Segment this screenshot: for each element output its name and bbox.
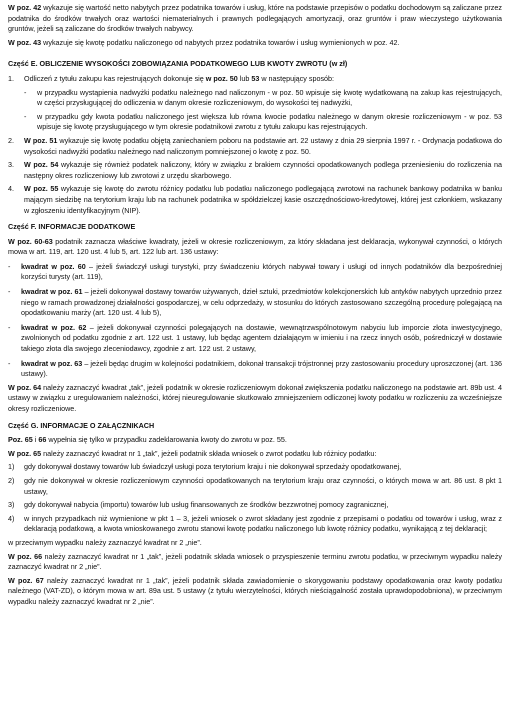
item-number: 2)	[8, 475, 15, 485]
paragraph-text: wypełnia się tylko w przypadku zadeklarowania kwoty do zwrotu w poz. 55.	[46, 435, 287, 445]
sub-item-text: w przypadku wystąpienia nadwyżki podatku należnego nad naliczonym - w poz. 50 wpisuje się kwotę wydatkowaną na zakup kas rejestrujących, w części przysługującej do odliczenia w danym okresie rozliczeniowym, do wysokości tej nadwyżki,	[37, 87, 502, 108]
paragraph-poz-65	[8, 449, 502, 460]
bullet-item	[8, 323, 502, 355]
bold-ref: W poz. 67	[8, 575, 44, 585]
paragraph-otherwise: w przeciwnym wypadku należy zaznaczyć kwadrat nr 2 „nie”.	[8, 537, 202, 547]
paragraph-text: należy zaznaczyć kwadrat „tak”, jeżeli podatnik w okresie rozliczeniowym dokonał zwiększenia podatku naliczonego na podstawie art. 89b ust. 4 ustawy w związku z uregulowaniem należności, której nieuregulowanie skutkowało zmniejszeniem odliczonej kwoty podatku w rozliczeniu za wcześniejsze okresy rozliczeniowe.	[8, 382, 502, 413]
paragraph-text: wykazuje się również podatek naliczony, który w związku z brakiem czynności opodatkowanych podlega przeniesieniu do rozliczenia na następny okres rozliczeniowy lub zwrotowi z urzędu skarbowego.	[24, 160, 502, 180]
list-item	[8, 184, 502, 216]
bold-ref: kwadrat w poz. 60	[21, 261, 86, 271]
bold-ref: 66	[38, 435, 47, 445]
bold-ref: kwadrat w poz. 61	[21, 287, 83, 297]
list-item	[8, 74, 502, 133]
item-body	[24, 184, 502, 216]
list-item	[8, 462, 502, 473]
item-number: 1)	[8, 462, 15, 472]
item-text: gdy nie dokonywał w okresie rozliczeniowym czynności opodatkowanych na terytorium kraju oraz czynności, o których mowa w art. 86 ust. 8 pkt 1 ustawy,	[24, 475, 502, 496]
paragraph-text: wykazuje się wartość netto nabytych przez podatnika towarów i usług, które na podstawie przepisów o podatku dochodowym są zaliczane przez podatnika do środków trwałych oraz wartości niematerialnych i prawnych podlegających amortyzacji, oraz gruntów i praw wieczystego użytkowania gruntów, jeżeli są zaliczane do środków trwałych nabywcy.	[8, 3, 502, 34]
item-number: 4.	[8, 184, 14, 194]
bold-ref: W poz. 66	[8, 551, 43, 561]
item-body	[24, 160, 502, 181]
bold-ref: W poz. 43	[8, 37, 42, 47]
bullet-item	[8, 287, 502, 319]
bold-ref: Poz. 65	[8, 435, 33, 445]
item-body	[24, 74, 502, 133]
item-text	[24, 184, 502, 216]
paragraph-text: – jeżeli świadczył usługi turystyki, przy świadczeniu których nabywał towary i usługi od innych podatników dla bezpośredniej korzyści turysty (art. 119),	[21, 261, 502, 282]
paragraph-poz-67	[8, 576, 502, 608]
dash-marker: -	[24, 87, 27, 97]
bullet-item	[8, 359, 502, 380]
dash-marker: -	[8, 358, 11, 368]
bullet-text	[21, 359, 502, 380]
dash-marker: -	[8, 287, 11, 297]
bold-ref: W poz. 51	[24, 135, 58, 145]
item-text	[24, 136, 502, 157]
paragraph-text: należy zaznaczyć kwadrat nr 1 „tak”, jeżeli podatnik składa wniosek o zwrot podatku lub różnicy podatku:	[41, 448, 377, 458]
bold-ref: W poz. 54	[24, 160, 59, 170]
bold-ref: W poz. 65	[8, 448, 42, 458]
section-f-intro	[8, 237, 502, 258]
section-g-list	[8, 462, 502, 535]
item-body	[24, 136, 502, 157]
section-f-heading: Część F. INFORMACJE DODATKOWE	[8, 222, 136, 232]
bullet-text	[21, 287, 502, 319]
paragraph-text: – jeżeli dokonywał czynności polegających na dostawie, wewnątrzwspólnotowym nabyciu lub imporcie złota inwestycyjnego, zwolnionych od podatku zgodnie z art. 122 ust. 1 ustawy, lub będąc agentem działającym w imieniu i na rzecz innych osób, pośredniczył w dostawie takiego złota dla swojego zleceniodawcy, zgodnie z art. 122 ust. 2 ustawy,	[21, 322, 502, 354]
sub-item	[24, 112, 502, 133]
section-f-bullets	[8, 262, 502, 380]
list-item	[8, 160, 502, 181]
list-item	[8, 500, 502, 511]
item-number: 2.	[8, 135, 14, 145]
paragraph-text: w następujący sposób:	[259, 73, 335, 83]
paragraph-text: wykazuje się kwotę podatku naliczonego od nabytych przez podatnika towarów i usług wymienionych w poz. 42.	[41, 37, 400, 47]
item-number: 3)	[8, 500, 15, 510]
bold-ref: w poz. 50	[205, 73, 238, 83]
bold-ref: W poz. 55	[24, 184, 59, 194]
bold-ref: kwadrat w poz. 62	[21, 322, 87, 332]
paragraph-poz-64	[8, 383, 502, 415]
paragraph-text: wykazuje się kwotę podatku objętą zaniechaniem poboru na podstawie art. 22 ustawy z dnia 29 sierpnia 1997 r. - Ordynacja podatkowa do wysokości nadwyżki podatku należnego nad naliczonym pomniejszonej o kwotę z poz. 50.	[24, 135, 502, 156]
section-e-heading: Część E. OBLICZENIE WYSOKOŚCI ZOBOWIĄZANIA PODATKOWEGO LUB KWOTY ZWROTU (w zł)	[8, 59, 348, 69]
bold-ref: 53	[251, 73, 260, 83]
item-number: 1.	[8, 73, 14, 83]
paragraph-text: – jeżeli dokonywał dostawy towarów używanych, dzieł sztuki, przedmiotów kolekcjonerskich lub antyków nabytych uprzednio przez niego w ramach prowadzonej działalności gospodarczej, w celu odprzedaży, w stosunku do których zastosowano szczególną procedurę polegającą na opodatkowaniu marży (art. 120 ust. 4 lub 5),	[21, 287, 502, 318]
item-number: 4)	[8, 513, 15, 523]
bold-ref: kwadrat w poz. 63	[21, 358, 83, 368]
bullet-text	[21, 262, 502, 283]
paragraph-poz-65-66	[8, 435, 502, 446]
paragraph-text: należy zaznaczyć kwadrat nr 1 „tak”, jeżeli podatnik składa wniosek o przyspieszenie terminu zwrotu podatku, w przeciwnym wypadku należy zaznaczyć kwadrat nr 2 „nie”.	[8, 551, 502, 572]
item-number: 3.	[8, 160, 14, 170]
bullet-item	[8, 262, 502, 283]
section-g-heading: Część G. INFORMACJE O ZAŁĄCZNIKACH	[8, 420, 155, 430]
dash-marker: -	[8, 261, 11, 271]
item-text: gdy dokonywał nabycia (importu) towarów lub usług finansowanych ze środków bezzwrotnej pomocy zagranicznej,	[24, 500, 389, 510]
list-item	[8, 514, 502, 535]
paragraph-text: lub	[237, 73, 252, 83]
paragraph-text: Odliczeń z tytułu zakupu kas rejestrujących dokonuje się	[24, 73, 206, 83]
paragraph-text: należy zaznaczyć kwadrat nr 1 „tak”, jeżeli podatnik składa zawiadomienie o skorygowaniu podstawy opodatkowania oraz kwoty podatku należnego (VAT-ZD), o którym mowa w art. 89a ust. 5 ustawy (z tytułu wierzytelności, których nieściągalność została uprawdopodobniona), w przeciwnym wypadku należy zaznaczyć kwadrat nr 2 „nie”.	[8, 575, 502, 606]
bullet-text	[21, 323, 502, 355]
item-text: w innych przypadkach niż wymienione w pkt 1 – 3, jeżeli wniosek o zwrot składany jest zgodnie z przepisami o podatku od towarów i usług, wraz z deklaracją podatkową, a kwota wnioskowanego zwrotu stanowi kwotę podatku naliczonego lub kwotę różnicy podatku, wynikającą z tej deklaracji;	[24, 513, 502, 534]
paragraph-poz-66	[8, 552, 502, 573]
bold-ref: W poz. 42	[8, 3, 42, 12]
item-text	[24, 74, 502, 85]
paragraph-text: – jeżeli będąc drugim w kolejności podatnikiem, dokonał transakcji trójstronnej przy zastosowaniu procedury uproszczonej (art. 136 ustawy).	[21, 358, 502, 379]
bold-ref: W poz. 60-63	[8, 236, 53, 246]
section-e-list	[8, 74, 502, 216]
paragraph-text: i	[32, 435, 39, 445]
list-item	[8, 476, 502, 497]
item-text: gdy dokonywał dostawy towarów lub świadczył usługi poza terytorium kraju i nie dokonywał sprzedaży opodatkowanej,	[24, 462, 402, 472]
list-item	[8, 136, 502, 157]
paragraph-poz-43	[8, 38, 502, 49]
bold-ref: W poz. 64	[8, 382, 42, 392]
paragraph-poz-42	[8, 3, 502, 35]
item-text	[24, 160, 502, 181]
paragraph-text: podatnik zaznacza właściwe kwadraty, jeżeli w okresie rozliczeniowym, za który składana jest deklaracja, wykonywał czynności, o których mowa w art. 119, art. 120 ust. 4 lub 5, art. 122 lub art. 136 ustawy:	[8, 236, 502, 257]
sub-item	[24, 88, 502, 109]
dash-marker: -	[8, 322, 11, 332]
paragraph-text: wykazuje się kwotę do zwrotu różnicy podatku lub podatku naliczonego podlegającą zwrotowi na rachunek bankowy podatnika w banku mającym siedzibę na terytorium kraju lub na rachunek podatnika w spółdzielczej kasie oszczędnościowo-kredytowej, której jest członkiem, wskazany w zgłoszeniu identyfikacyjnym (NIP).	[24, 184, 502, 215]
dash-marker: -	[24, 111, 27, 121]
sub-item-text: w przypadku gdy kwota podatku naliczonego jest większa lub równa kwocie podatku należnego w danym okresie rozliczeniowym - w poz. 53 wpisuje się kwotę przysługującego w tym okresie podatnikowi zwrotu z tytułu zakupu kas rejestrujących.	[37, 111, 502, 132]
